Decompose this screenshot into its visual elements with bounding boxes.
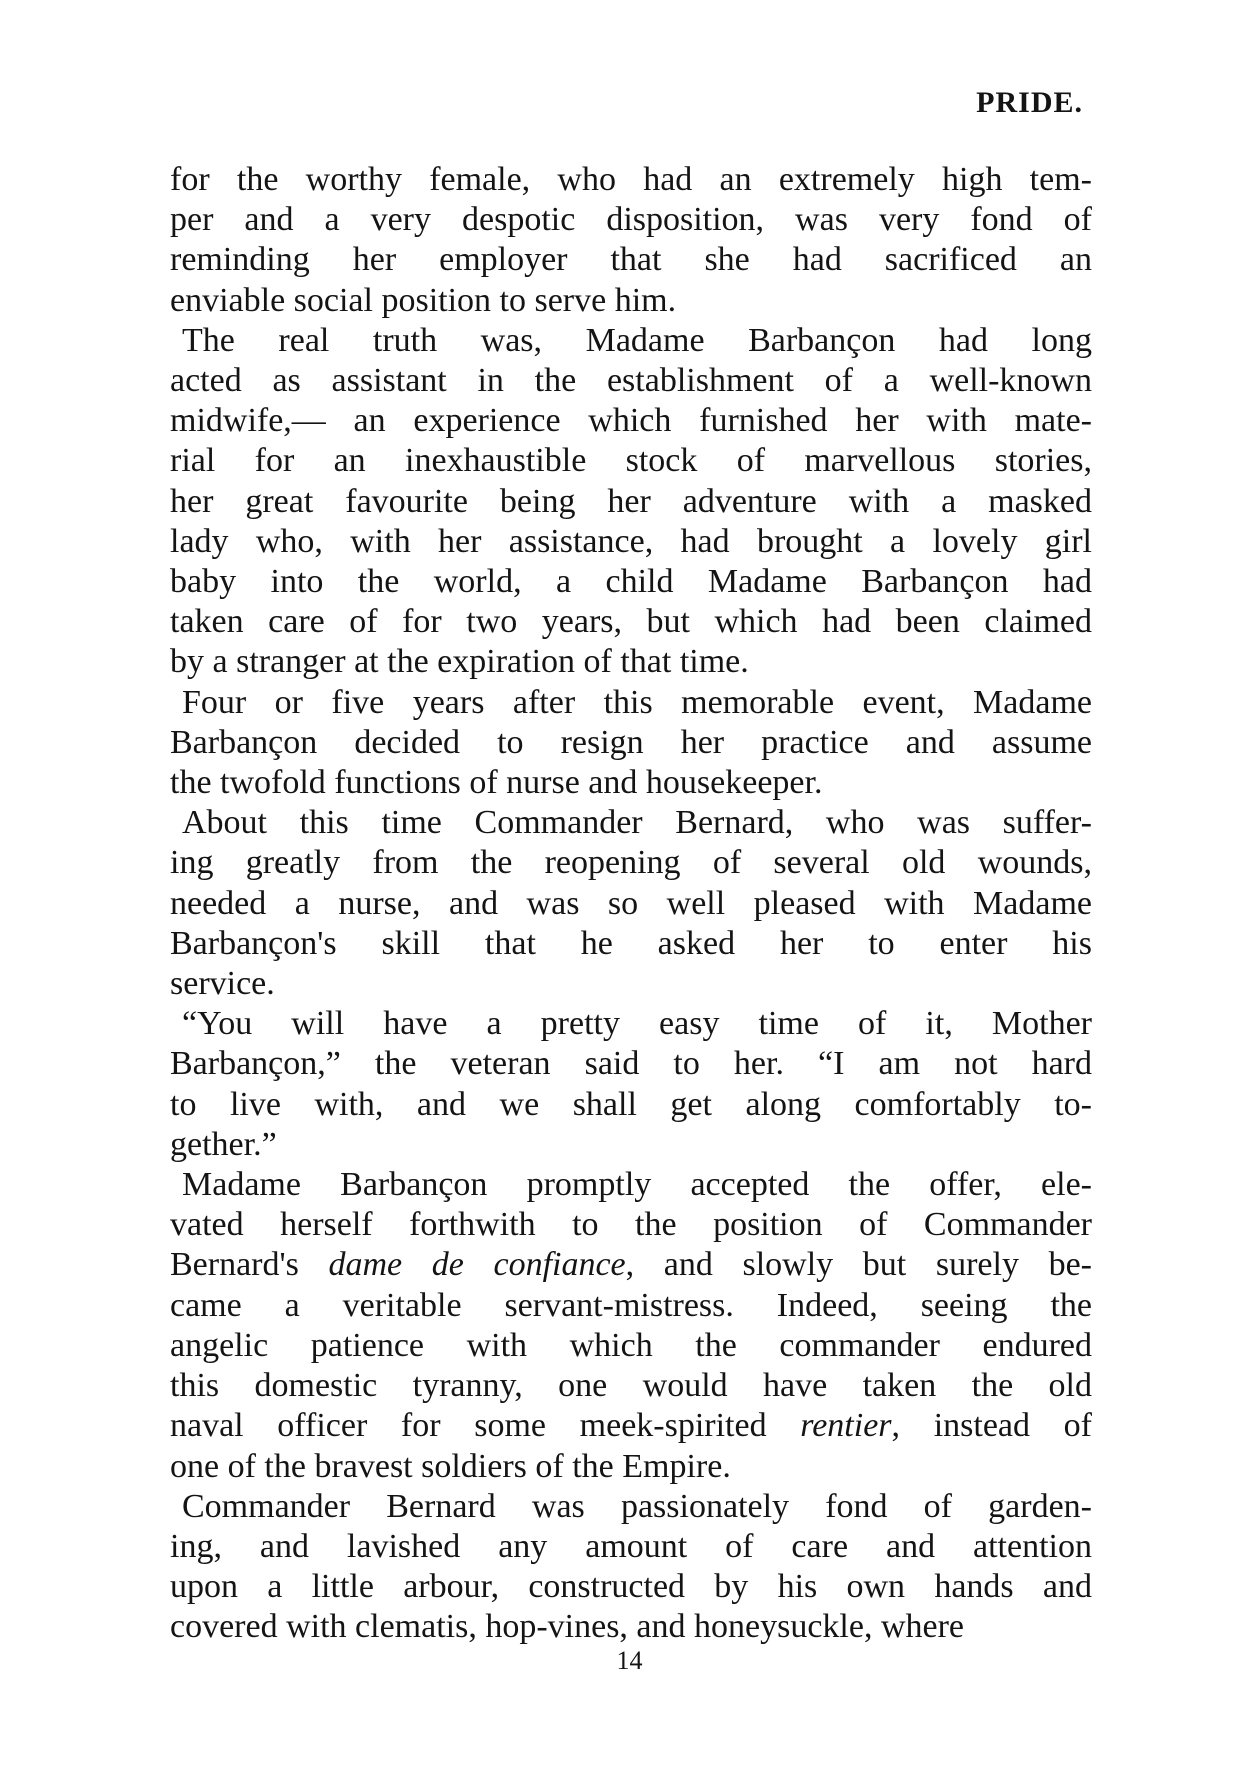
text-line: upon a little arbour, constructed by his own hands and [170, 1568, 1092, 1606]
text-line: this domestic tyranny, one would have taken the old [170, 1367, 1092, 1405]
text-line: needed a nurse, and was so well pleased with Madame [170, 884, 1092, 922]
text-line: for the worthy female, who had an extremely high tem- [170, 161, 1092, 198]
body-text [170, 160, 1092, 1648]
text-line: Commander Bernard was passionately fond of garden- [182, 1487, 1092, 1525]
text-line: per and a very despotic disposition, was very fond of [170, 201, 1092, 239]
text-line: About this time Commander Bernard, who was suffer- [182, 804, 1092, 842]
text-line: ing, and lavished any amount of care and attention [170, 1527, 1092, 1565]
text-line: acted as assistant in the establishment of a well-known [170, 362, 1092, 400]
text-line [170, 1406, 1092, 1446]
text-line: vated herself forthwith to the position of Commander [170, 1206, 1092, 1244]
text-line: by a stranger at the expiration of that time. [170, 643, 749, 681]
paragraph [170, 683, 1092, 804]
text-run: naval officer for some meek-spirited [170, 1407, 801, 1445]
text-line: came a veritable servant-mistress. Indeed, seeing the [170, 1286, 1092, 1324]
text-line: Barbançon,” the veteran said to her. “I am not hard [170, 1045, 1092, 1083]
paragraph [170, 1165, 1092, 1487]
text-line: lady who, with her assistance, had brought a lovely girl [170, 522, 1092, 560]
text-line: rial for an inexhaustible stock of marvellous stories, [170, 442, 1092, 480]
text-line: Barbançon's skill that he asked her to enter his [170, 924, 1092, 962]
text-line: taken care of for two years, but which had been claimed [170, 603, 1092, 641]
paragraph [170, 321, 1092, 683]
text-line [170, 1245, 1092, 1285]
paragraph [170, 1004, 1092, 1165]
text-line: reminding her employer that she had sacrificed an [170, 241, 1092, 279]
text-line: angelic patience with which the commander endured [170, 1326, 1092, 1364]
text-line: gether.” [170, 1125, 277, 1163]
text-line: enviable social position to serve him. [170, 281, 677, 319]
text-line: Four or five years after this memorable event, Madame [182, 683, 1092, 721]
page-number: 14 [616, 1646, 643, 1675]
text-run: , instead of [891, 1407, 1092, 1445]
italic-phrase: dame de confiance [328, 1246, 626, 1284]
text-line: the twofold functions of nurse and housekeeper. [170, 764, 823, 802]
text-run: Bernard's [170, 1246, 329, 1284]
italic-phrase: rentier [800, 1407, 892, 1445]
text-run: , and slowly but surely be- [625, 1246, 1092, 1284]
text-line: midwife,— an experience which furnished her with mate- [170, 402, 1092, 440]
text-line: Madame Barbançon promptly accepted the offer, ele- [182, 1166, 1092, 1204]
text-line: one of the bravest soldiers of the Empire. [170, 1447, 731, 1485]
running-head: PRIDE. [976, 86, 1083, 119]
text-line: ing greatly from the reopening of several old wounds, [170, 844, 1092, 882]
text-line: to live with, and we shall get along comfortably to- [170, 1085, 1092, 1123]
text-line: her great favourite being her adventure with a masked [170, 482, 1092, 520]
text-line: Barbançon decided to resign her practice and assume [170, 723, 1092, 761]
text-line: baby into the world, a child Madame Barbançon had [170, 563, 1092, 601]
text-line: service. [170, 965, 275, 1003]
paragraph [170, 803, 1092, 1004]
text-line: covered with clematis, hop-vines, and honeysuckle, where [170, 1608, 965, 1646]
paragraph [170, 160, 1092, 321]
text-line: “You will have a pretty easy time of it, Mother [182, 1005, 1092, 1043]
paragraph [170, 1487, 1092, 1648]
text-line: The real truth was, Madame Barbançon had long [182, 321, 1092, 359]
